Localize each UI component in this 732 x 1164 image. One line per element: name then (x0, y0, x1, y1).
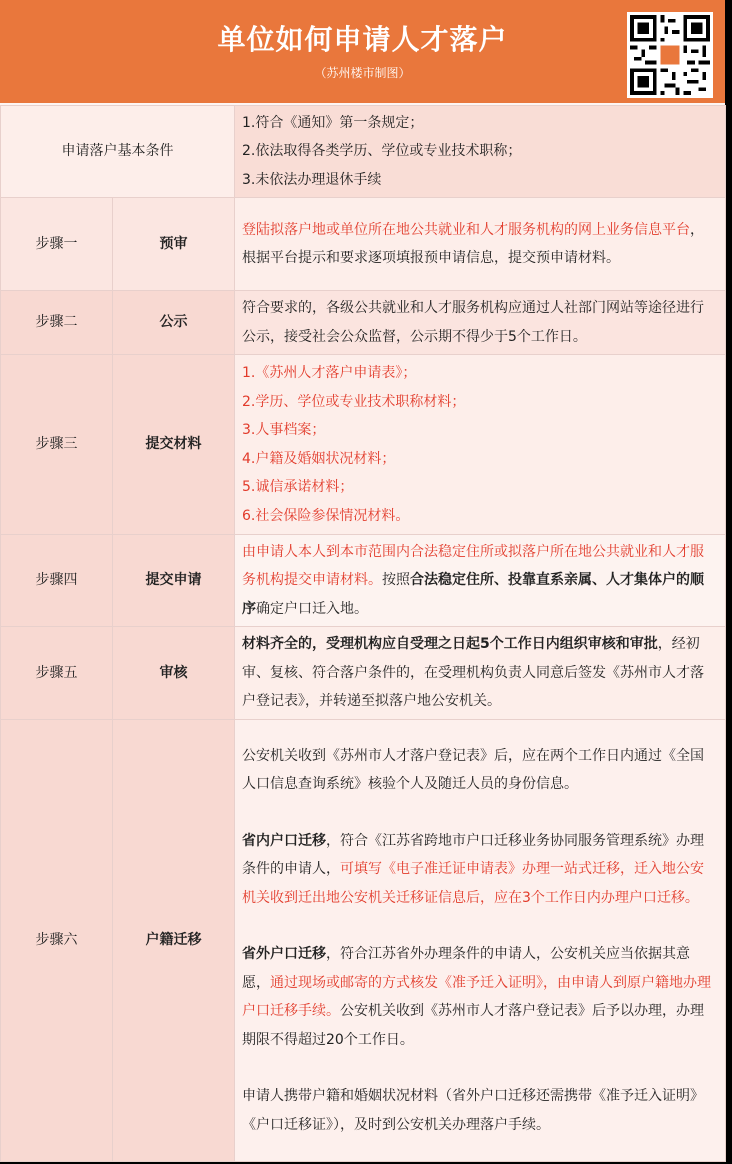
paragraph-gap (242, 799, 717, 827)
table-row-step5 (1, 627, 726, 720)
basic-label: 申请落户基本条件 (1, 106, 235, 198)
step-label: 步骤三 (1, 355, 113, 535)
step6-paragraph (242, 827, 717, 913)
step2-content: 符合要求的，各级公共就业和人才服务机构应通过人社部门网站等途径进行公示，接受社会公众监督，公示期不得少于5个工作日。 (235, 291, 726, 355)
step6-text: ，符合《江苏省跨地市户口迁移业务协同服务管理系统》办理条件的申请人， (242, 832, 704, 878)
basic-item: 2.依法取得各类学历、学位或专业技术职称； (242, 143, 522, 160)
step-label: 步骤二 (1, 291, 113, 355)
paragraph-gap (242, 1054, 717, 1082)
step6-red-text: 通过现场或邮寄的方式核发《准予迁入证明》，由申请人到原户籍地办理户口迁移手续。 (242, 974, 711, 1020)
step5-content (235, 627, 726, 720)
step4-bold-text: 合法稳定住所、投靠直系亲属、人才集体户的顺序 (242, 572, 704, 617)
step1-text: ，根据平台提示和要求逐项填报预申请信息，提交预申请材料。 (242, 221, 704, 266)
basic-content (235, 106, 726, 198)
step4-text: 按照 (382, 572, 410, 589)
step-label: 步骤一 (1, 198, 113, 291)
material-item: 4.户籍及婚姻状况材料； (242, 450, 396, 467)
step6-bold-text: 省内户口迁移 (242, 832, 326, 849)
step6-content (235, 720, 726, 1162)
page-subtitle: （苏州楼市制图） (314, 66, 411, 80)
step4-content (235, 535, 726, 627)
table-row-step4 (1, 535, 726, 627)
step6-paragraph: 公安机关收到《苏州市人才落户登记表》后，应在两个工作日内通过《全国人口信息查询系统》核验个人及随迁人员的身份信息。 (242, 747, 704, 793)
step6-paragraph: 申请人携带户籍和婚姻状况材料（省外户口迁移还需携带《准予迁入证明》《户口迁移证》），及时到公安机关办理落户手续。 (242, 1088, 704, 1133)
header (0, 0, 725, 103)
page-title: 单位如何申请人才落户 (217, 23, 508, 56)
step4-red-text: 由申请人本人到本市范围内合法稳定住所或拟落户所在地公共就业和人才服务机构提交申请材料。 (242, 543, 704, 589)
step-label: 步骤四 (1, 535, 113, 627)
table-row-step2 (1, 291, 726, 355)
table-row-step3 (1, 355, 726, 535)
step3-content (235, 355, 726, 535)
step1-content (235, 198, 726, 291)
step-name: 公示 (113, 291, 235, 355)
step-name: 户籍迁移 (113, 720, 235, 1162)
material-item: 5.诚信承诺材料； (242, 479, 354, 495)
qr-code-icon[interactable] (627, 12, 713, 98)
table-row-step1 (1, 198, 726, 291)
material-item: 6.社会保险参保情况材料。 (242, 507, 410, 524)
step1-red-text: 登陆拟落户地或单位所在地公共就业和人才服务机构的网上业务信息平台 (242, 221, 690, 238)
step5-text: ，经初审、复核、符合落户条件的，在受理机构负责人同意后签发《苏州市人才落户登记表》，并转递至拟落户地公安机关。 (242, 636, 704, 710)
step6-red-text: 可填写《电子准迁证申请表》办理一站式迁移，迁入地公安机关收到迁出地公安机关迁移证信息后，应在3个工作日内办理户口迁移。 (242, 861, 704, 906)
steps-table (0, 105, 726, 1162)
step6-bold-text: 省外户口迁移 (242, 946, 326, 963)
step5-bold-text: 材料齐全的，受理机构应自受理之日起5个工作日内组织审核和审批 (242, 636, 658, 653)
table-row-basic (1, 106, 726, 198)
material-item: 3.人事档案； (242, 422, 326, 438)
material-item: 2.学历、学位或专业技术职称材料； (242, 393, 466, 410)
paragraph-gap (242, 912, 717, 940)
step-name: 提交材料 (113, 355, 235, 535)
table-row-step6 (1, 720, 726, 1162)
step-name: 审核 (113, 627, 235, 720)
step4-text: 确定户口迁入地。 (256, 600, 368, 617)
material-item: 1.《苏州人才落户申请表》； (242, 365, 417, 381)
step-name: 提交申请 (113, 535, 235, 627)
basic-item: 3.未依法办理退休手续 (242, 171, 382, 188)
step-label: 步骤六 (1, 720, 113, 1162)
step6-text: 公安机关收到《苏州市人才落户登记表》后予以办理，办理期限不得超过20个工作日。 (242, 1003, 704, 1048)
step-name: 预审 (113, 198, 235, 291)
step6-text: ，符合江苏省外办理条件的申请人，公安机关应当依据其意愿， (242, 946, 690, 991)
step-label: 步骤五 (1, 627, 113, 720)
step6-paragraph (242, 940, 717, 1054)
basic-item: 1.符合《通知》第一条规定； (242, 114, 424, 131)
